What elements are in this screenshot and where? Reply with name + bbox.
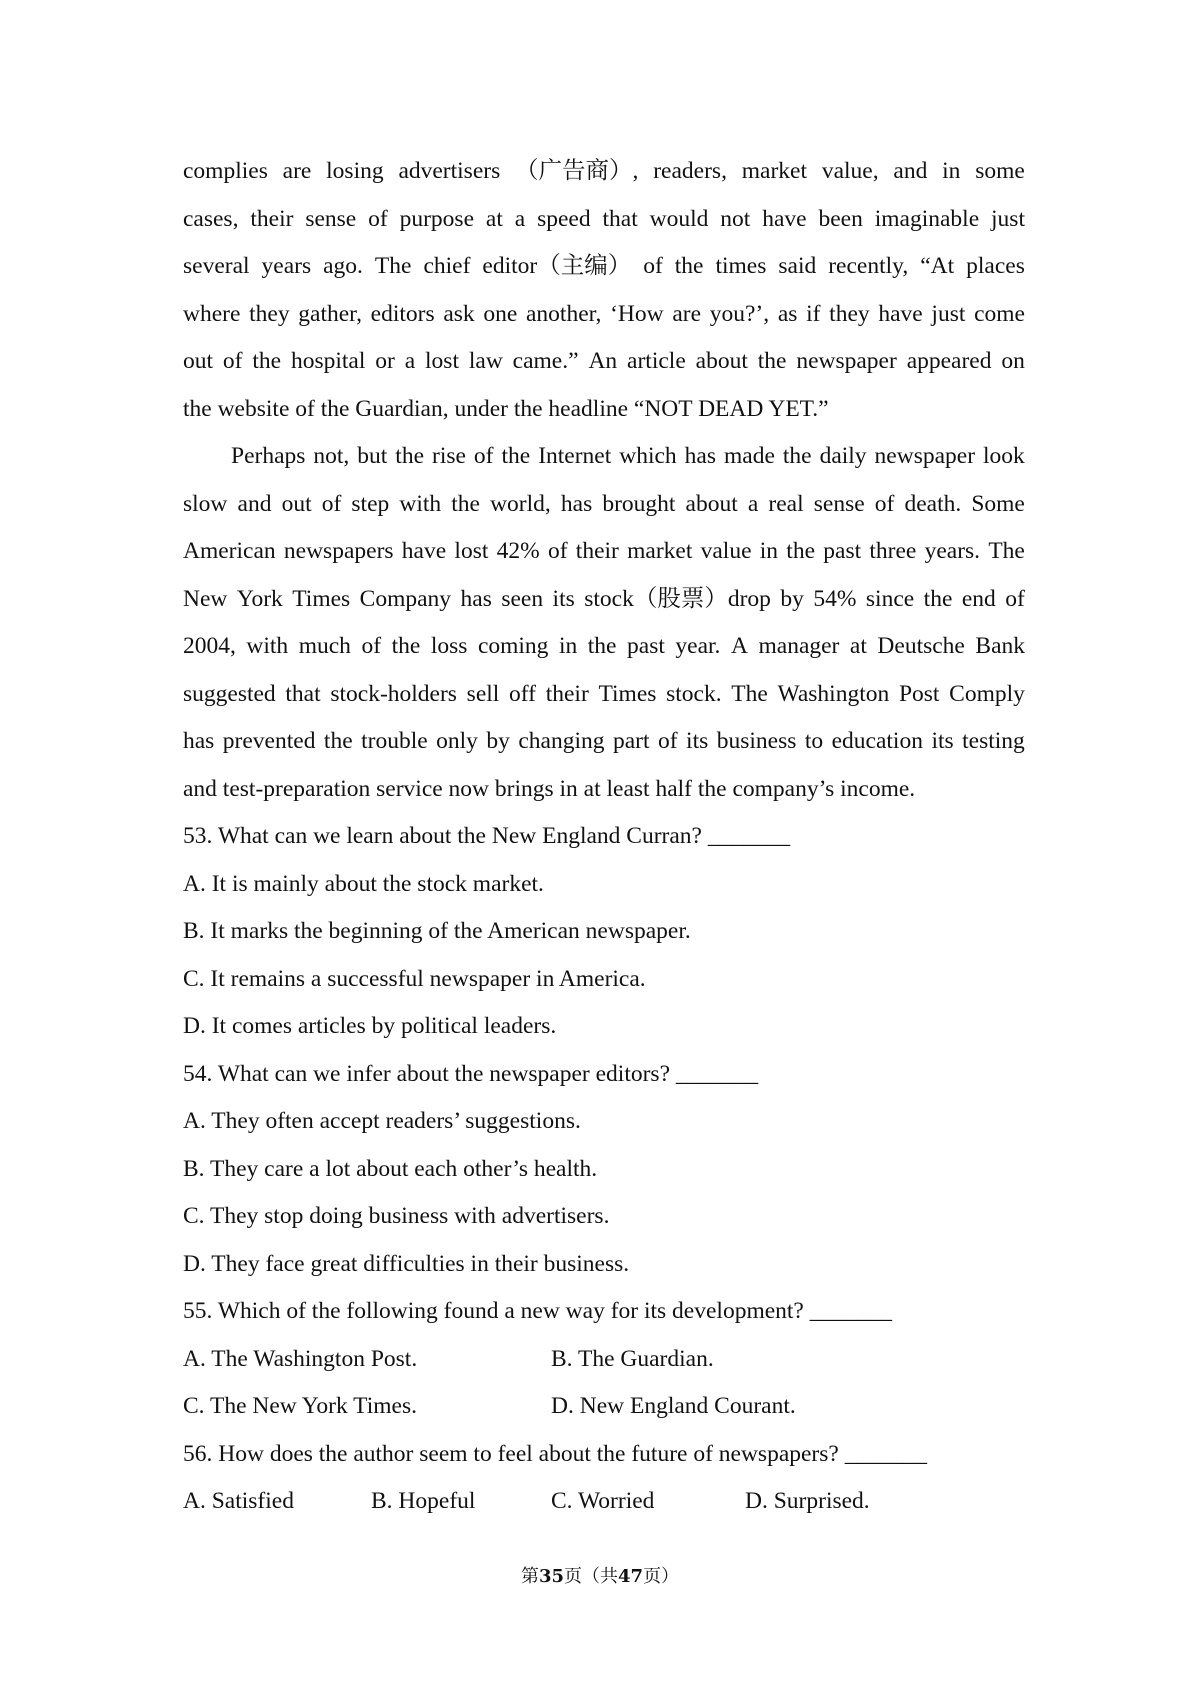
answer-option: A. The Washington Post. [183,1345,418,1372]
word: sell [466,680,500,707]
word: manager [758,633,840,659]
word: their [545,680,589,707]
word: not, [313,443,350,469]
word: Washington [777,680,890,707]
word: changing [518,728,605,754]
word: prevented [222,728,316,754]
word: has [460,585,492,612]
word: slow [183,490,228,517]
word: editor（主编） [482,253,632,279]
word: the [757,348,787,374]
word: law [468,348,503,374]
word: its [931,728,954,754]
answer-options-row [183,1336,1025,1384]
word: the [252,348,282,374]
word: as [777,300,798,327]
word: to [804,728,824,754]
word: where [183,300,241,327]
word: chief [423,253,471,279]
footer-middle: 页（共 [564,1566,618,1587]
word: 42% [496,538,540,564]
passage-paragraph-1 [183,148,1025,433]
paragraph-line [183,291,1025,339]
paragraph-line [183,576,1025,624]
word: the [451,490,480,517]
word: value, [821,158,879,184]
word: York [236,585,283,612]
answer-option: D. Surprised. [745,1488,870,1514]
word: “At [920,253,955,279]
word: said [778,253,817,279]
question-stem: 55. Which of the following found a new way for its development? _______ [183,1298,892,1324]
word: you?’, [709,300,770,327]
word: sense [813,490,865,517]
word: part [612,728,650,754]
paragraph-line [183,196,1025,244]
word: places [966,253,1025,279]
word: a [747,490,759,517]
word: but [357,443,388,469]
word: editors [370,300,435,327]
word: market [741,158,808,184]
word: recently, [828,253,909,279]
word: their [250,205,294,232]
word: American [183,538,276,564]
word: several [183,253,250,279]
paragraph-line [183,718,1025,766]
word: years [261,253,312,279]
paragraph-line [183,528,1025,576]
word: have [762,205,807,232]
word: the [391,633,421,659]
exam-page-content [183,148,1025,1526]
paragraph-line [183,433,1025,481]
word: coming [477,633,549,659]
word: came.” [512,348,579,374]
word: year. [675,633,721,659]
word: of [321,490,342,517]
word: Comply [949,680,1025,707]
word: of [547,538,568,564]
word: of [1005,585,1025,612]
word: just [931,300,966,327]
word: past [627,633,665,659]
word: death. [904,490,962,517]
passage-paragraph-2 [183,433,1025,813]
word: another, [526,300,602,327]
word: The [731,680,768,707]
question-56 [183,1431,1025,1526]
word: just [991,205,1025,232]
word: loss [430,633,468,659]
word: Times [292,585,351,612]
word: look [983,443,1025,469]
word: Company [359,585,452,612]
question-stem: 53. What can we learn about the New England Curran? _______ [183,823,791,849]
word: Bank [975,633,1025,659]
paragraph-line [183,671,1025,719]
question-stem: 54. What can we infer about the newspaper editors? _______ [183,1060,759,1087]
word: the [782,443,812,469]
word: world, [490,490,551,517]
answer-option: D. It comes articles by political leaders. [183,1013,557,1039]
question-54 [183,1051,1025,1289]
word: by [486,728,510,754]
word: off [509,680,536,707]
word: The [988,538,1025,564]
word: in [759,538,779,564]
word: the [786,538,816,564]
word: made [723,443,775,469]
word: stock. [666,680,722,707]
answer-option: B. They care a lot about each other’s health. [183,1155,598,1182]
word: gather, [298,300,362,327]
word: the [587,633,617,659]
word: or [375,348,395,374]
answer-options-row [183,1383,1025,1431]
word: business [716,728,797,754]
word: newspaper [796,348,897,374]
word: would [649,205,709,232]
word: that [602,205,638,232]
answer-option: C. Worried [551,1488,655,1514]
answer-option: A. It is mainly about the stock market. [183,870,544,897]
answer-options-row [183,1478,1025,1526]
word: has [560,490,593,517]
question-stem: 56. How does the author seem to feel about the future of newspapers? _______ [183,1440,927,1467]
word: 54% [813,585,857,612]
word: hospital [290,348,366,374]
word: the [501,443,531,469]
word: 2004, [183,633,236,659]
word: much [298,633,351,659]
word: years. [924,538,981,564]
word: cases, [183,205,239,232]
word: out [281,490,312,517]
word: on [1001,348,1025,374]
word: the [674,253,704,279]
word: Internet [538,443,612,469]
word: about [685,490,738,517]
word: seen [501,585,544,612]
question-55 [183,1288,1025,1431]
word: some [975,158,1025,184]
word: real [768,490,804,517]
word: come [974,300,1025,327]
word: appeared [906,348,992,374]
word: that [285,680,321,707]
word: by [780,585,804,612]
word: has [183,728,215,754]
answer-option: B. It marks the beginning of the American newspaper. [183,918,691,944]
word: the [923,585,953,612]
word: trouble [361,728,428,754]
question-53 [183,813,1025,1051]
word: the [323,728,353,754]
word: they [249,300,290,327]
answer-option: C. They stop doing business with advertisers. [183,1203,610,1229]
word: lost [454,538,489,564]
word: stock-holders [330,680,457,707]
word: New [183,585,228,612]
page-footer [0,1562,1200,1588]
word: if [806,300,821,327]
paragraph-line [183,481,1025,529]
word: readers, [653,158,727,184]
answer-option: C. The New York Times. [183,1393,417,1419]
answer-option: B. The Guardian. [551,1345,714,1372]
word: Post [898,680,940,707]
word: article [627,348,686,374]
word: its [686,728,709,754]
word: lost [425,348,459,374]
word: at [485,205,503,232]
word: one [483,300,518,327]
word: advertisers [398,158,501,184]
answer-option: B. Hopeful [371,1488,476,1514]
answer-option: A. Satisfied [183,1488,294,1514]
word: ago. [323,253,363,279]
word: in [942,158,961,184]
word: step [351,490,390,517]
word: of [473,443,494,469]
word: times [715,253,767,279]
word: suggested [183,680,276,707]
word: not [720,205,751,232]
word: of [361,633,382,659]
paragraph-last-line: and test-preparation service now brings in at least half the company’s income. [183,775,916,802]
word: value [700,538,752,564]
word: Times [598,680,657,707]
word: and [893,158,928,184]
word: ask [443,300,475,327]
word: losing [326,158,384,184]
word: newspapers [283,538,394,564]
paragraph-line [183,148,1025,196]
word: in [558,633,578,659]
paragraph-last-line: the website of the Guardian, under the headline “NOT DEAD YET.” [183,395,829,422]
word: The [374,253,412,279]
word: complies [183,158,268,184]
word: speed [537,205,591,232]
word: of [658,728,678,754]
word: Deutsche [877,633,965,659]
word: out [183,348,214,374]
footer-page-total: 47 [618,1566,644,1587]
word: only [436,728,478,754]
word: end [961,585,996,612]
word: market [627,538,693,564]
word: are [672,300,702,327]
word: have [401,538,447,564]
word: are [282,158,312,184]
word: three [869,538,917,564]
answer-option: D. New England Courant. [551,1393,796,1419]
word: its [552,585,575,612]
word: daily [819,443,867,469]
word: Perhaps [231,443,306,469]
paragraph-line [183,243,1025,291]
footer-prefix: 第 [520,1566,539,1587]
word: rise [432,443,466,469]
word: past [823,538,862,564]
word: testing [962,728,1025,754]
word: have [878,300,923,327]
word: sense [305,205,357,232]
word: has [684,443,716,469]
word: about [695,348,748,374]
answer-option: C. It remains a successful newspaper in America. [183,965,646,992]
answer-option: A. They often accept readers’ suggestions. [183,1108,581,1134]
word: Some [971,490,1025,517]
word: a [404,348,416,374]
word: An [588,348,618,374]
word: and [237,490,272,517]
word: which [619,443,677,469]
word: ‘How [610,300,664,327]
word: they [829,300,870,327]
word: with [399,490,442,517]
word: stock（股票）drop [584,585,771,612]
paragraph-line [183,623,1025,671]
footer-page-number: 35 [538,1566,564,1587]
word: of [874,490,895,517]
word: newspaper [874,443,976,469]
word: since [865,585,915,612]
word: A [730,633,748,659]
word: brought [602,490,676,517]
answer-option: D. They face great difficulties in their business. [183,1250,630,1277]
word: their [575,538,619,564]
paragraph-line [183,338,1025,386]
word: of [643,253,663,279]
word: （广告商）, [515,158,639,184]
word: been [818,205,863,232]
word: imaginable [874,205,980,232]
word: the [395,443,425,469]
word: of [368,205,388,232]
word: education [831,728,923,754]
word: a [514,205,526,232]
word: with [246,633,289,659]
footer-suffix: 页） [643,1566,680,1587]
word: at [849,633,867,659]
word: purpose [399,205,474,232]
word: of [222,348,243,374]
